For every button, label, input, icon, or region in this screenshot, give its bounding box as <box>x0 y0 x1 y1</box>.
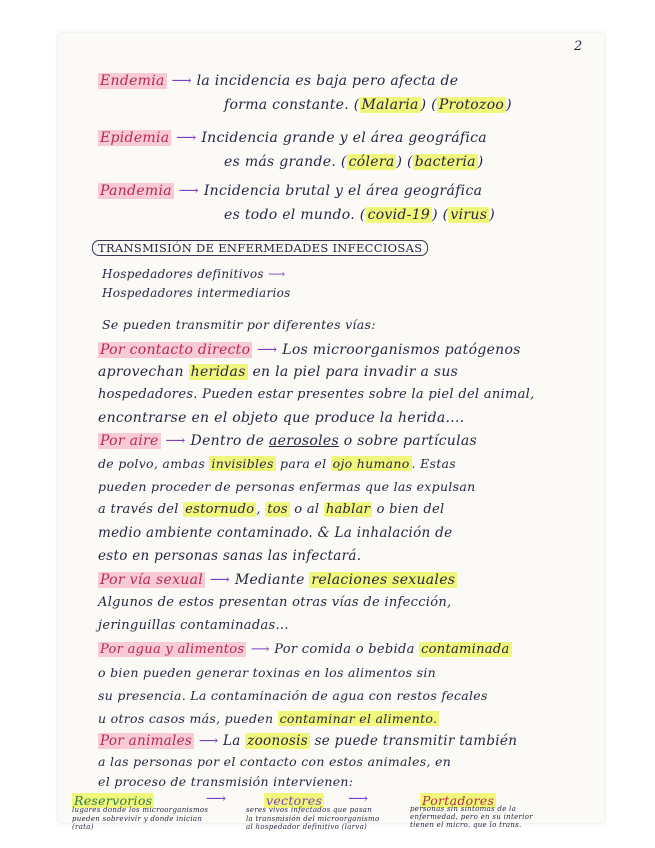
endemia-term: Endemia <box>100 73 165 89</box>
highlight-estornudo: estornudo <box>185 502 255 517</box>
reservorios-title-text: Reservorios <box>74 793 153 808</box>
portadores-desc-3: tienen el micro. que lo trans. <box>410 821 522 829</box>
aire-text-3: pueden proceder de personas enfermas que las expulsan <box>98 479 476 494</box>
endemia-text: la incidencia es baja pero afecta de <box>196 73 459 89</box>
highlight-zoonosis: zoonosis <box>247 733 308 749</box>
agua-line-4 <box>98 711 439 726</box>
contacto-text-3: hospedadores. Pueden estar presentes sobre la piel del animal, <box>98 387 535 402</box>
sexual-text-2: Algunos de estos presentan otras vías de infección, <box>98 595 452 610</box>
agua-text-4a: u otros casos más, pueden <box>98 711 274 726</box>
arrow-icon: ⟶ <box>176 130 197 146</box>
epidemia-line-2: es más grande. ( cólera ) ( bacteria ) <box>224 154 484 170</box>
agua-text-2: o bien pueden generar toxinas en los alimentos sin <box>98 665 436 680</box>
contacto-line-1 <box>98 342 521 358</box>
highlight-relaciones-sexuales: relaciones sexuales <box>311 572 456 588</box>
reservorios-desc-2: pueden sobrevivir y donde inician <box>72 815 203 823</box>
vectores-desc-3: al hospedador definitivo (larva) <box>246 823 368 831</box>
pandemia-line-1 <box>98 183 482 199</box>
portadores-desc-1: personas sin síntomas de la <box>410 805 517 813</box>
endemia-agent: Protozoo <box>438 97 505 113</box>
vectores-desc-2: la transmisión del microorganismo <box>246 815 380 823</box>
contacto-line-2 <box>98 364 458 380</box>
agua-term: Por agua y alimentos <box>100 642 245 657</box>
arrow-icon: ⟶ <box>165 433 186 449</box>
hospedadores-definitivos: Hospedadores definitivos <box>102 267 264 281</box>
aire-text-4d: o bien del <box>376 502 445 517</box>
aire-text-2a: de polvo, ambas <box>98 456 206 471</box>
endemia-example: Malaria <box>361 97 419 113</box>
aire-text-4b: , <box>256 502 261 517</box>
endemia-line-1 <box>98 73 458 89</box>
animales-text-1b: se puede transmitir también <box>314 733 518 749</box>
sexual-text-3: jeringuillas contaminadas... <box>98 618 289 633</box>
intro-text: Se pueden transmitir por diferentes vías: <box>102 317 376 332</box>
aire-text-1b: o sobre partículas <box>343 433 478 449</box>
endemia-text-2: forma constante. <box>224 97 349 113</box>
hospedadores-intermediarios: Hospedadores intermediarios <box>102 286 291 300</box>
arrow-icon: ⟶ <box>171 73 192 89</box>
epidemia-term: Epidemia <box>100 130 170 146</box>
aire-text-4c: o al <box>294 502 320 517</box>
aire-text-5: medio ambiente contaminado. & La inhalación de <box>98 525 453 541</box>
vectores-desc-1: seres vivos infectados que pasan <box>246 806 373 814</box>
arrow-icon: ⟶ <box>250 642 270 657</box>
highlight-invisibles: invisibles <box>211 456 274 471</box>
reservorios-desc-1: lugares donde los microorganismos <box>72 806 209 814</box>
aire-line-1 <box>98 433 477 449</box>
sexual-term: Por vía sexual <box>100 572 204 588</box>
aire-text-1a: Dentro de <box>190 433 265 449</box>
highlight-contaminar: contaminar el alimento. <box>279 711 438 726</box>
animales-text-3: el proceso de transmisión intervienen: <box>98 774 354 789</box>
animales-term: Por animales <box>100 733 193 749</box>
contacto-term: Por contacto directo <box>100 342 251 358</box>
arrow-icon: ⟶ <box>206 791 227 807</box>
contacto-text-2a: aprovechan <box>98 364 184 380</box>
epidemia-example: cólera <box>348 154 395 170</box>
highlight-heridas: heridas <box>190 364 246 380</box>
highlight-tos: tos <box>267 502 288 517</box>
hospedadores-line-1 <box>102 267 285 281</box>
aire-line-4 <box>98 502 444 517</box>
aire-aerosoles: aerosoles <box>268 433 339 449</box>
pandemia-term: Pandemia <box>100 183 172 199</box>
highlight-contaminada: contaminada <box>421 642 510 657</box>
highlight-ojo-humano: ojo humano <box>332 456 410 471</box>
contacto-text-1: Los microorganismos patógenos <box>282 342 521 358</box>
aire-text-2b: para el <box>280 456 327 471</box>
section-title-text: TRANSMISIÓN DE ENFERMEDADES INFECCIOSAS <box>92 240 428 256</box>
endemia-line-2: forma constante. ( Malaria ) ( Protozoo ) <box>224 97 512 113</box>
arrow-icon: ⟶ <box>257 342 278 358</box>
arrow-icon: ⟶ <box>178 183 200 199</box>
aire-term: Por aire <box>100 433 159 449</box>
notebook-page <box>58 33 604 831</box>
agua-text-3: su presencia. La contaminación de agua con restos fecales <box>98 688 488 703</box>
epidemia-text: Incidencia grande y el área geográfica <box>201 130 487 146</box>
animales-text-2: a las personas por el contacto con estos animales, en <box>98 754 452 769</box>
agua-text-1a: Por comida o bebida <box>274 642 415 657</box>
pandemia-line-2: es todo el mundo. ( covid-19 ) ( virus ) <box>224 207 495 223</box>
pandemia-agent: virus <box>450 207 488 223</box>
arrow-icon: ⟶ <box>267 267 286 281</box>
epidemia-agent: bacteria <box>414 154 476 170</box>
sexual-text-1a: Mediante <box>234 572 305 588</box>
epidemia-text-2: es más grande. <box>224 154 337 170</box>
aire-line-2 <box>98 456 456 471</box>
epidemia-line-1 <box>98 130 487 146</box>
page-number: 2 <box>574 39 583 54</box>
animales-line-1 <box>98 733 517 749</box>
pandemia-text: Incidencia brutal y el área geográfica <box>203 183 483 199</box>
portadores-desc-2: enfermedad, pero en su interior <box>410 813 533 821</box>
arrow-icon: ⟶ <box>198 733 219 749</box>
sexual-line-1 <box>98 572 457 588</box>
contacto-text-4: encontrarse en el objeto que produce la herida.... <box>98 410 465 426</box>
highlight-hablar: hablar <box>325 502 371 517</box>
agua-line-1 <box>98 642 512 657</box>
vectores-title-text: vectores <box>266 793 323 808</box>
arrow-icon: ⟶ <box>348 791 369 807</box>
pandemia-example: covid-19 <box>367 207 431 223</box>
arrow-icon: ⟶ <box>209 572 231 588</box>
contacto-text-2b: en la piel para invadir a sus <box>252 364 459 380</box>
reservorios-desc-3: (rata) <box>72 823 94 831</box>
section-title <box>92 241 428 255</box>
pandemia-text-2: es todo el mundo. <box>224 207 356 223</box>
animales-text-1a: La <box>223 733 241 749</box>
aire-text-2c: . Estas <box>411 456 457 471</box>
aire-text-4a: a través del <box>98 502 179 517</box>
aire-text-6: esto en personas sanas las infectará. <box>98 548 362 564</box>
portadores-title-text: Portadores <box>422 793 495 808</box>
